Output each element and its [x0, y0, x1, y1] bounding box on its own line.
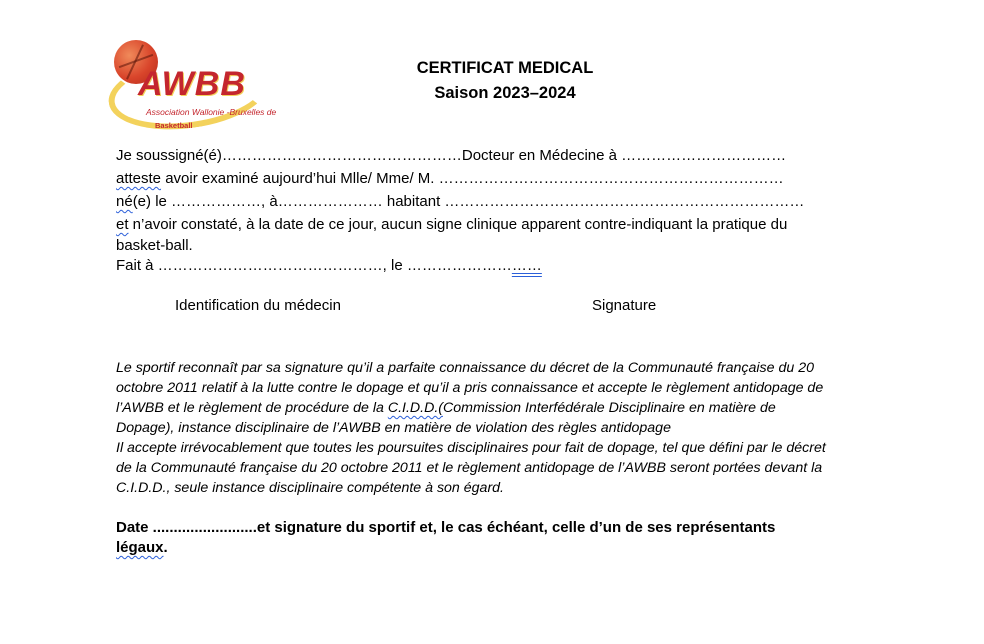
logo-association: Association Wallonie -Bruxelles de — [146, 107, 277, 117]
declaration-text: Commission Interfédérale Disciplinaire en matière de — [443, 400, 776, 416]
logo-brand: AWBB — [138, 65, 246, 103]
form-line-examined — [116, 169, 784, 189]
spellcheck-word: né — [116, 193, 133, 210]
footer-text: . — [163, 539, 168, 556]
spellcheck-word: atteste — [116, 170, 162, 187]
declaration-line: Il accepte irrévocablement que toutes les poursuites disciplinaires pour fait de dopage, tel que défini par le décret — [116, 440, 826, 456]
spellcheck-mark: …… — [511, 257, 542, 274]
spellcheck-word: C.I.D.D.( — [387, 400, 443, 416]
form-line-birth — [116, 192, 804, 212]
form-line-sport: basket-ball. — [116, 237, 193, 254]
form-line-doctor: Je soussigné(é)…………………………………………Docteur en Médecine à …………………………… — [116, 147, 787, 164]
declaration-line: octobre 2011 relatif à la lutte contre le dopage et qu’il a pris connaissance et accepte le règlement antidopage de — [116, 380, 824, 396]
form-line-text: (e) le ………………, à………………… habitant ……………………………………………………………… — [132, 193, 805, 210]
athlete-signature-line: Date .........................et signature du sportif et, le cas échéant, celle d’un de ses représentants — [116, 519, 776, 536]
form-line-text: avoir examiné aujourd’hui Mlle/ Mme/ M. …………………………………………………………… — [161, 170, 784, 187]
declaration-line: de la Communauté française du 20 octobre 2011 et le règlement antidopage de l’AWBB seront portées devant la — [116, 460, 823, 476]
form-line-text: n’avoir constaté, à la date de ce jour, aucun signe clinique apparent contre-indiquant la pratique du — [128, 216, 788, 233]
form-line-place-date — [116, 256, 542, 276]
document-title: CERTIFICAT MEDICAL — [416, 59, 594, 77]
doctor-identification-label: Identification du médecin — [175, 297, 341, 314]
logo-sport: Basketball — [155, 121, 193, 130]
declaration-line: Dopage), instance disciplinaire de l’AWBB en matière de violation des règles antidopage — [116, 420, 671, 436]
declaration-line: C.I.D.D., seule instance disciplinaire compétente à son égard. — [116, 480, 504, 496]
athlete-signature-line-end — [116, 538, 168, 558]
declaration-line — [116, 398, 776, 418]
form-line-statement — [116, 215, 787, 235]
signature-label: Signature — [592, 297, 657, 314]
declaration-line: Le sportif reconnaît par sa signature qu’il a parfaite connaissance du décret de la Communauté française du 20 — [116, 360, 814, 376]
spellcheck-word: légaux — [116, 539, 164, 556]
document-season: Saison 2023–2024 — [434, 84, 576, 102]
spellcheck-word: et — [116, 216, 129, 233]
form-line-text: Fait à ………………………………………, le ………………… — [116, 257, 512, 274]
declaration-text: l’AWBB et le règlement de procédure de la — [116, 400, 388, 416]
